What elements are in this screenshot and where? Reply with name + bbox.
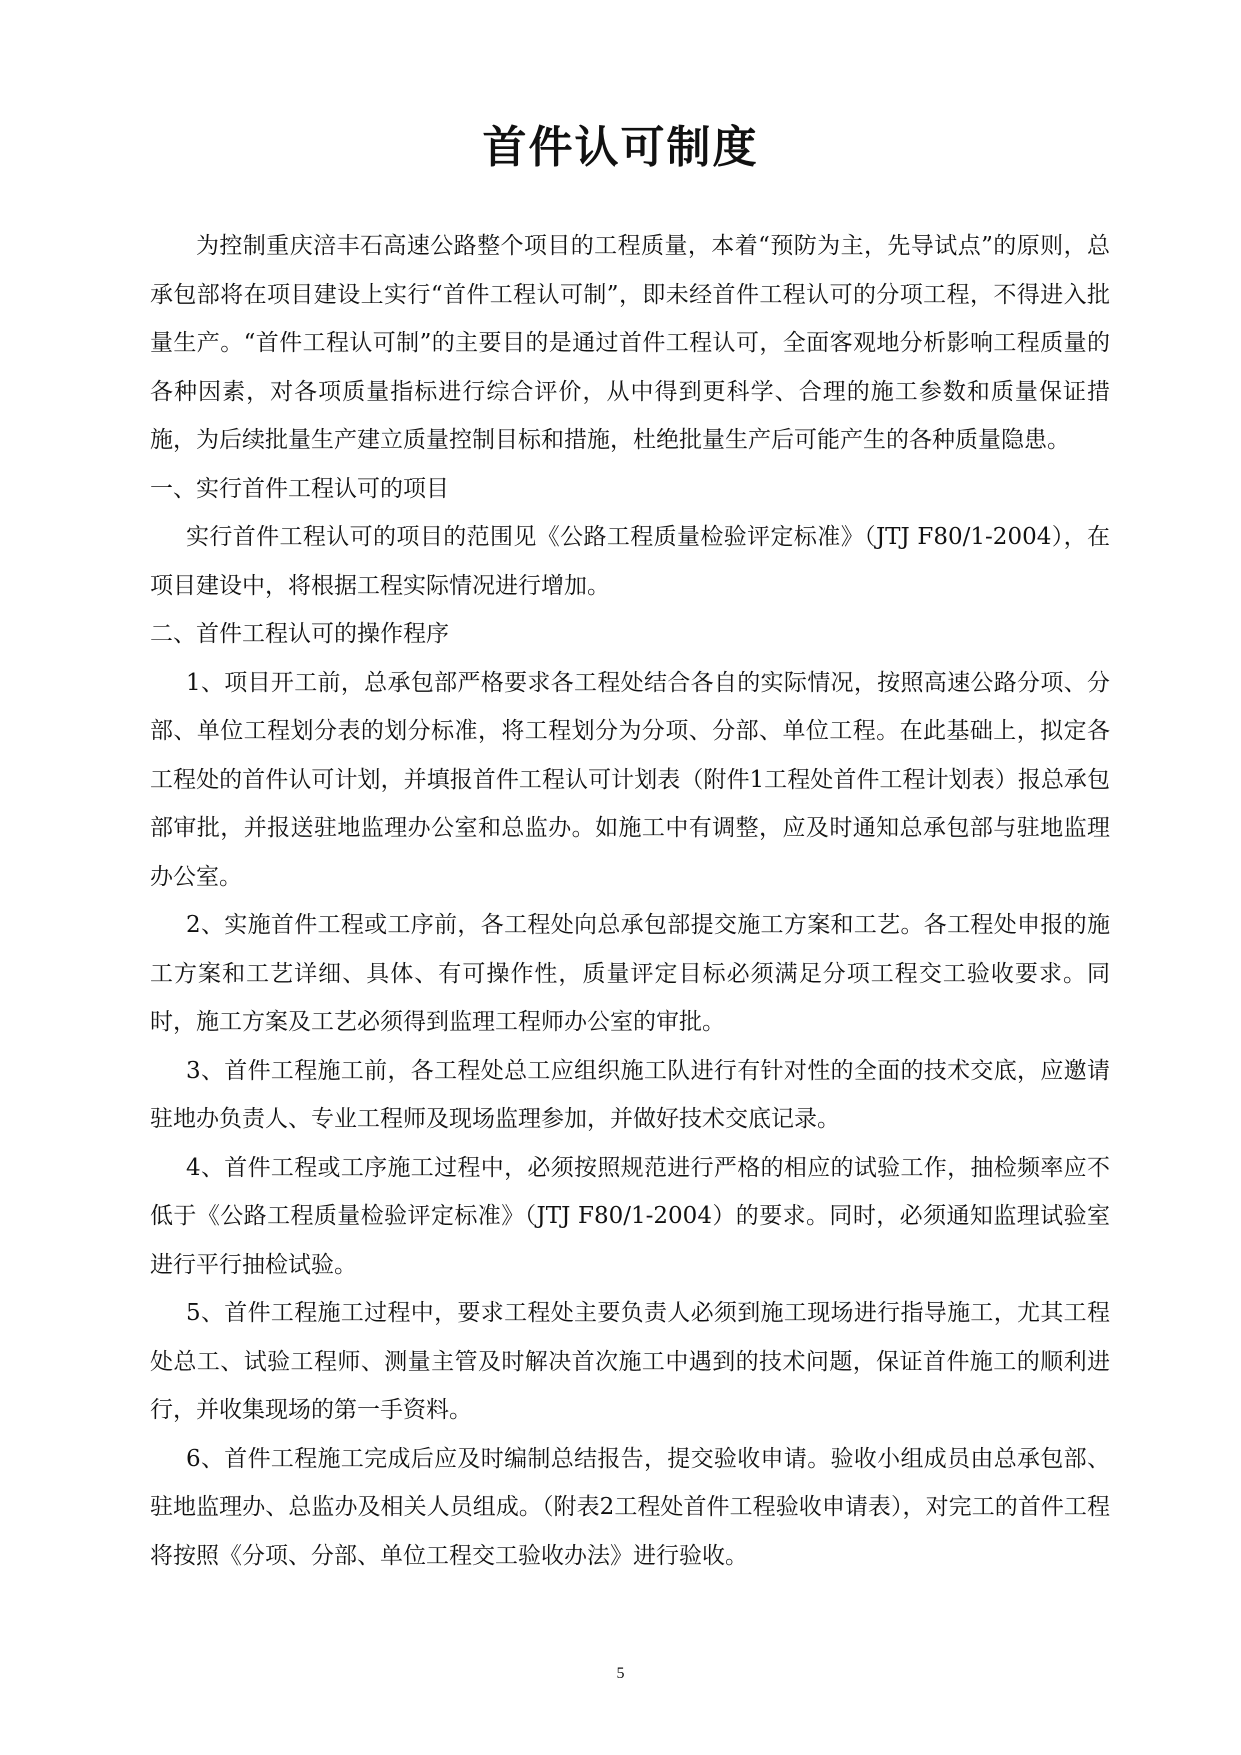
section-heading-2: 二、首件工程认可的操作程序 [150,621,449,647]
procedure-item-6: 6、首件工程施工完成后应及时编制总结报告，提交验收申请。验收小组成员由总承包部、驻地监理办、总监办及相关人员组成。（附表2工程处首件工程验收申请表），对完工的首件工程将按照《分项、分部、单位工程交工验收办法》进行验收。 [150,1445,1110,1569]
procedure-item-1: 1、项目开工前，总承包部严格要求各工程处结合各自的实际情况，按照高速公路分项、分部、单位工程划分表的划分标准，将工程划分为分项、分部、单位工程。在此基础上，拟定各工程处的首件认可计划，并填报首件工程认可计划表（附件1工程处首件工程计划表）报总承包部审批，并报送驻地监理办公室和总监办。如施工中有调整，应及时通知总承包部与驻地监理办公室。 [150,669,1110,890]
intro-paragraph: 为控制重庆涪丰石高速公路整个项目的工程质量，本着“预防为主，先导试点”的原则，总承包部将在项目建设上实行“首件工程认可制”，即未经首件工程认可的分项工程，不得进入批量生产。“首件工程认可制”的主要目的是通过首件工程认可，全面客观地分析影响工程质量的各种因素，对各项质量指标进行综合评价，从中得到更科学、合理的施工参数和质量保证措施，为后续批量生产建立质量控制目标和措施，杜绝批量生产后可能产生的各种质量隐患。 [150,233,1110,453]
page-number: 5 [616,1665,625,1682]
document-title: 首件认可制度 [482,122,759,173]
procedure-item-5: 5、首件工程施工过程中，要求工程处主要负责人必须到施工现场进行指导施工，尤其工程处总工、试验工程师、测量主管及时解决首次施工中遇到的技术问题，保证首件施工的顺利进行，并收集现场的第一手资料。 [150,1300,1110,1423]
procedure-item-2: 2、实施首件工程或工序前，各工程处向总承包部提交施工方案和工艺。各工程处申报的施工方案和工艺详细、具体、有可操作性，质量评定目标必须满足分项工程交工验收要求。同时，施工方案及工艺必须得到监理工程师办公室的审批。 [150,912,1110,1035]
document-body [150,222,1110,1580]
procedure-item-4: 4、首件工程或工序施工过程中，必须按照规范进行严格的相应的试验工作，抽检频率应不低于《公路工程质量检验评定标准》（JTJ F80/1-2004）的要求。同时，必须通知监理试验室进行平行抽检试验。 [150,1154,1110,1278]
scope-paragraph: 实行首件工程认可的项目的范围见《公路工程质量检验评定标准》（JTJ F80/1-2004），在项目建设中，将根据工程实际情况进行增加。 [150,524,1110,599]
section-heading-1: 一、实行首件工程认可的项目 [150,475,449,502]
procedure-item-3: 3、首件工程施工前，各工程处总工应组织施工队进行有针对性的全面的技术交底，应邀请驻地办负责人、专业工程师及现场监理参加，并做好技术交底记录。 [150,1057,1110,1132]
